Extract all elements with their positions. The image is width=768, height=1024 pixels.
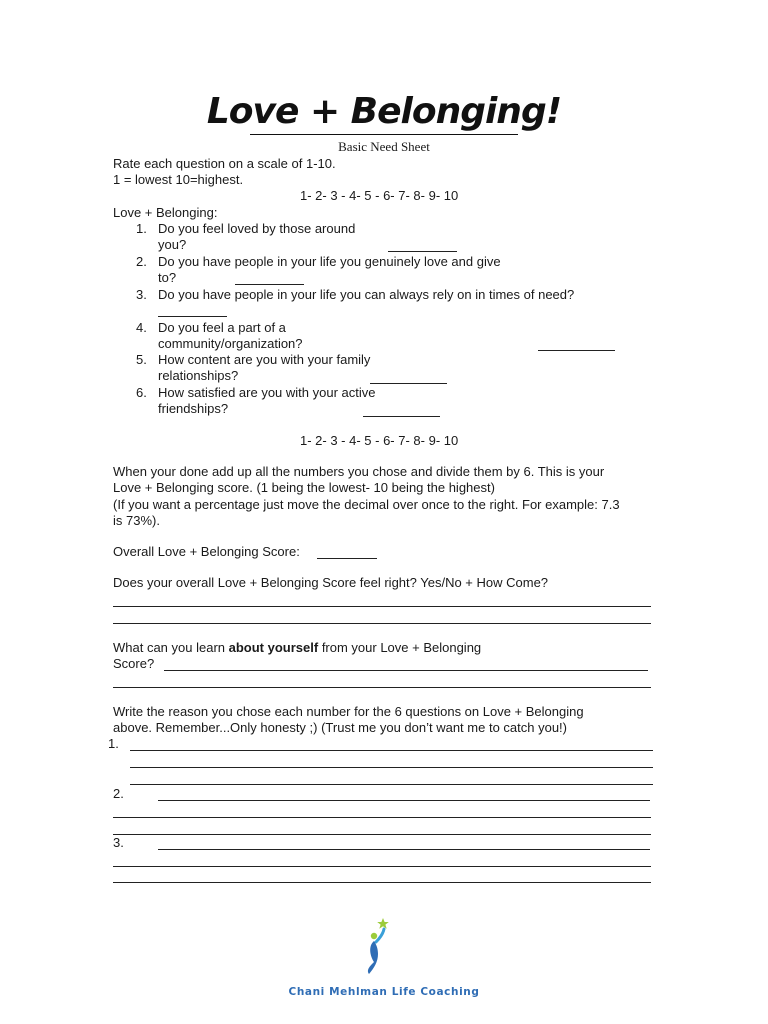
- logo-star-icon: [377, 918, 389, 929]
- reason-1-line-1[interactable]: [130, 750, 653, 751]
- title-underline: [250, 134, 518, 135]
- question-6-text: How satisfied are you with your active: [158, 385, 376, 400]
- logo-arm-icon: [376, 929, 384, 942]
- overall-score-label: Overall Love + Belonging Score:: [113, 544, 300, 559]
- question-1-text: Do you feel loved by those around: [158, 221, 356, 236]
- question-2-number: 2.: [136, 254, 147, 269]
- instructions-line-1: When your done add up all the numbers you chose and divide them by 6. This is your: [113, 464, 605, 479]
- feel-right-question: Does your overall Love + Belonging Score feel right? Yes/No + How Come?: [113, 575, 549, 590]
- overall-score-blank[interactable]: [317, 558, 377, 559]
- question-4-number: 4.: [136, 320, 147, 335]
- question-5-answer-blank[interactable]: [370, 383, 447, 384]
- question-1-number: 1.: [136, 221, 147, 236]
- logo-head-icon: [371, 933, 377, 939]
- logo-body-icon: [368, 941, 378, 974]
- question-2-text: Do you have people in your life you genuinely love and give: [158, 254, 501, 269]
- reason-prompt-line-1: Write the reason you chose each number for the 6 questions on Love + Belonging: [113, 704, 584, 719]
- reason-1-line-2[interactable]: [130, 767, 653, 768]
- question-3-text: Do you have people in your life you can always rely on in times of need?: [158, 287, 575, 302]
- question-2-answer-blank[interactable]: [235, 284, 304, 285]
- question-4-text-cont: community/organization?: [158, 336, 303, 351]
- reason-3-line-3[interactable]: [113, 882, 651, 883]
- question-6-text-cont: friendships?: [158, 401, 229, 416]
- reason-2-line-2[interactable]: [113, 817, 651, 818]
- instructions-line-2: Love + Belonging score. (1 being the lowest- 10 being the highest): [113, 480, 495, 495]
- feel-right-answer-line-1[interactable]: [113, 606, 651, 607]
- question-1-text-cont: you?: [158, 237, 187, 252]
- question-3-number: 3.: [136, 287, 147, 302]
- learn-question-cont: Score?: [113, 656, 155, 671]
- question-4-answer-blank[interactable]: [538, 350, 615, 351]
- logo-text: Chani Mehlman Life Coaching: [288, 986, 480, 998]
- intro-line-2: 1 = lowest 10=highest.: [113, 172, 244, 187]
- question-5-text: How content are you with your family: [158, 352, 371, 367]
- section-label: Love + Belonging:: [113, 205, 218, 220]
- instructions-line-4: is 73%).: [113, 513, 160, 528]
- question-4-text: Do you feel a part of a: [158, 320, 286, 335]
- page-title: Love + Belonging!: [206, 91, 562, 132]
- question-6-number: 6.: [136, 385, 147, 400]
- question-6-answer-blank[interactable]: [363, 416, 440, 417]
- reason-2-line-1[interactable]: [158, 800, 650, 801]
- learn-answer-line-2[interactable]: [113, 687, 651, 688]
- learn-question-before: What can you learn: [113, 640, 229, 655]
- instructions-line-3: (If you want a percentage just move the decimal over once to the right. For example: 7.3: [113, 497, 620, 512]
- coaching-logo-icon: [358, 916, 394, 978]
- question-2-text-cont: to?: [158, 270, 177, 285]
- learn-answer-line-1[interactable]: [164, 670, 648, 671]
- reason-3-line-2[interactable]: [113, 866, 651, 867]
- learn-question: [113, 640, 481, 656]
- learn-question-bold: about yourself: [228, 640, 319, 655]
- question-5-text-cont: relationships?: [158, 368, 239, 383]
- reason-1-number: 1.: [108, 736, 119, 751]
- learn-question-after: from your Love + Belonging: [318, 640, 482, 655]
- question-5-number: 5.: [136, 352, 147, 367]
- reason-2-number: 2.: [113, 786, 124, 801]
- rating-scale: 1- 2- 3 - 4- 5 - 6- 7- 8- 9- 10: [300, 188, 459, 203]
- reason-1-line-3[interactable]: [130, 784, 653, 785]
- reason-3-line-1[interactable]: [158, 849, 650, 850]
- question-3-answer-blank[interactable]: [158, 316, 227, 317]
- reason-3-number: 3.: [113, 835, 124, 850]
- rating-scale-repeat: 1- 2- 3 - 4- 5 - 6- 7- 8- 9- 10: [300, 433, 459, 448]
- intro-line-1: Rate each question on a scale of 1-10.: [113, 156, 336, 171]
- question-1-answer-blank[interactable]: [388, 251, 457, 252]
- reason-2-line-3[interactable]: [113, 834, 651, 835]
- feel-right-answer-line-2[interactable]: [113, 623, 651, 624]
- page-subtitle: Basic Need Sheet: [338, 139, 430, 154]
- reason-prompt-line-2: above. Remember...Only honesty ;) (Trust me you don’t want me to catch you!): [113, 720, 567, 735]
